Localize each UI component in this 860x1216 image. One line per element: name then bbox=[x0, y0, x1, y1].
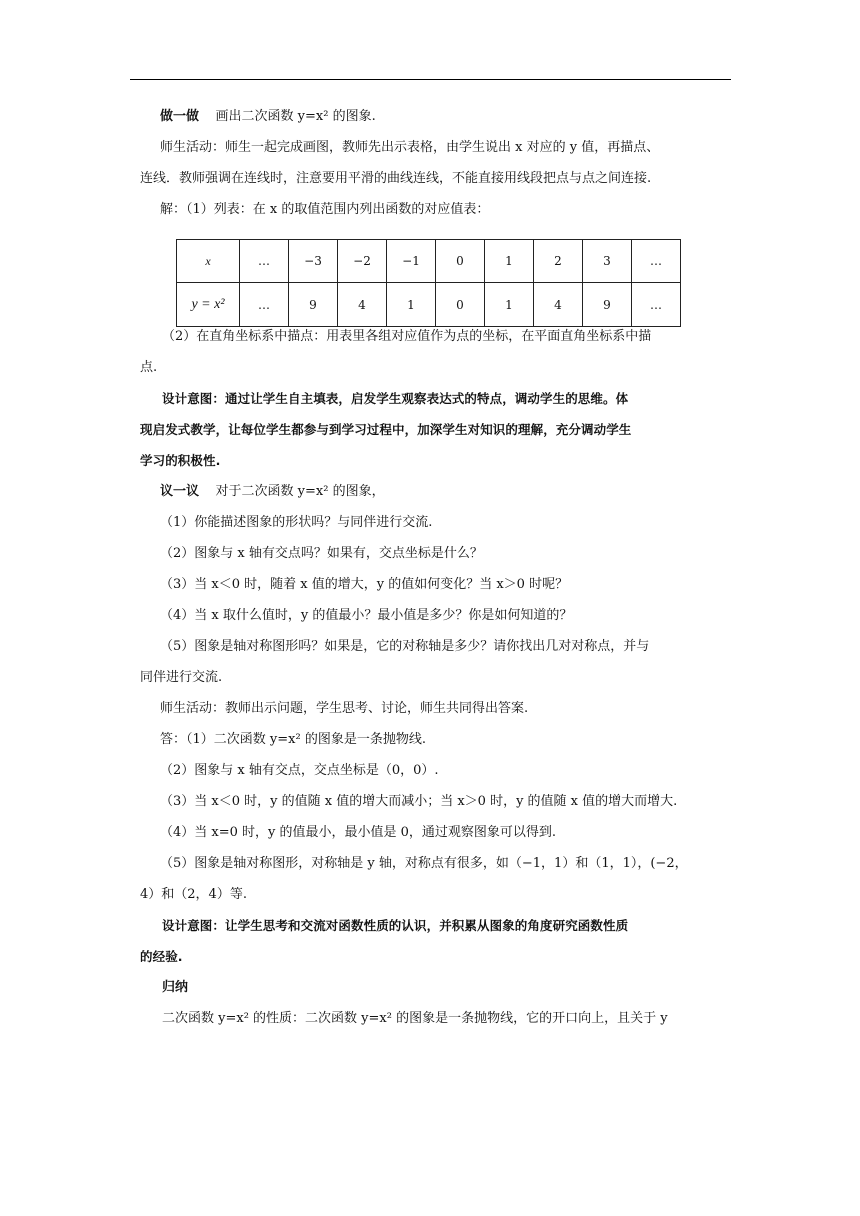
table-cell-y: 4 bbox=[338, 283, 387, 327]
summary-text: 二次函数 y=x² 的性质：二次函数 y=x² 的图象是一条抛物线，它的开口向上，且关于 y bbox=[162, 1011, 668, 1026]
table-cell-x: −2 bbox=[338, 240, 387, 283]
solution-step-2: （2）在直角坐标系中描点：用表里各组对应值作为点的坐标，在平面直角坐标系中描 bbox=[162, 329, 652, 344]
value-table bbox=[176, 239, 681, 327]
label-do-it: 做一做 bbox=[160, 109, 200, 124]
design-intent-1: 设计意图：通过让学生自主填表，启发学生观察表达式的特点，调动学生的思维。体 bbox=[162, 391, 629, 406]
answer-2: （2）图象与 x 轴有交点，交点坐标是（0，0）. bbox=[160, 763, 439, 778]
solution-step-1: 解：（1）列表：在 x 的取值范围内列出函数的对应值表： bbox=[160, 202, 490, 217]
table-cell-y: … bbox=[632, 283, 681, 327]
design-intent-1-end: 学习的积极性. bbox=[140, 453, 221, 468]
table-cell-x: … bbox=[240, 240, 289, 283]
design-intent-2: 设计意图：让学生思考和交流对函数性质的认识，并积累从图象的角度研究函数性质 bbox=[162, 918, 629, 933]
table-cell-x: 0 bbox=[436, 240, 485, 283]
table-cell-y: … bbox=[240, 283, 289, 327]
activity-do bbox=[140, 107, 734, 127]
table-header-x: x bbox=[177, 240, 240, 283]
answer-5-cont: 4）和（2，4）等. bbox=[140, 887, 247, 902]
answer-1: 答：（1）二次函数 y=x² 的图象是一条抛物线. bbox=[160, 732, 426, 747]
table-row-y bbox=[177, 283, 681, 327]
question-2: （2）图象与 x 轴有交点吗？如果有，交点坐标是什么？ bbox=[160, 546, 483, 561]
table-header-y: y = x² bbox=[177, 283, 240, 327]
table-cell-x: … bbox=[632, 240, 681, 283]
question-5: （5）图象是轴对称图形吗？如果是，它的对称轴是多少？请你找出几对对称点，并与 bbox=[160, 639, 650, 654]
label-discuss: 议一议 bbox=[160, 484, 200, 499]
answer-3: （3）当 x＜0 时，y 的值随 x 值的增大而减小；当 x＞0 时，y 的值随 x 值的增大而增大. bbox=[160, 794, 678, 809]
table-cell-y: 9 bbox=[289, 283, 338, 327]
teacher-activity-2: 师生活动：教师出示问题，学生思考、讨论，师生共同得出答案. bbox=[160, 701, 529, 716]
table-cell-x: −1 bbox=[387, 240, 436, 283]
table-cell-y: 1 bbox=[387, 283, 436, 327]
table-cell-x: −3 bbox=[289, 240, 338, 283]
table-cell-y: 9 bbox=[583, 283, 632, 327]
header-rule bbox=[130, 79, 731, 80]
question-5-cont: 同伴进行交流. bbox=[140, 670, 223, 685]
summary-heading: 归纳 bbox=[162, 980, 189, 995]
solution-step-2-cont: 点. bbox=[140, 360, 158, 375]
question-1: （1）你能描述图象的形状吗？与同伴进行交流. bbox=[160, 515, 433, 530]
table-cell-x: 2 bbox=[534, 240, 583, 283]
activity-do-text: 画出二次函数 y=x² 的图象. bbox=[215, 109, 376, 124]
activity-discuss-text: 对于二次函数 y=x² 的图象， bbox=[215, 484, 385, 499]
teacher-activity-1-cont: 连线．教师强调在连线时，注意要用平滑的曲线连线，不能直接用线段把点与点之间连接. bbox=[140, 171, 652, 186]
teacher-activity-1: 师生活动：师生一起完成画图，教师先出示表格，由学生说出 x 对应的 y 值，再描点、 bbox=[160, 140, 660, 155]
table-row-x bbox=[177, 240, 681, 283]
table-cell-y: 4 bbox=[534, 283, 583, 327]
table-cell-x: 3 bbox=[583, 240, 632, 283]
question-3: （3）当 x＜0 时，随着 x 值的增大，y 的值如何变化？当 x＞0 时呢？ bbox=[160, 577, 569, 592]
activity-discuss bbox=[140, 482, 734, 502]
table-cell-y: 0 bbox=[436, 283, 485, 327]
question-4: （4）当 x 取什么值时，y 的值最小？最小值是多少？你是如何知道的？ bbox=[160, 608, 573, 623]
table-cell-y: 1 bbox=[485, 283, 534, 327]
table-cell-x: 1 bbox=[485, 240, 534, 283]
design-intent-2-cont: 的经验. bbox=[140, 949, 183, 964]
design-intent-1-cont: 现启发式教学，让每位学生都参与到学习过程中，加深学生对知识的理解，充分调动学生 bbox=[140, 422, 632, 437]
answer-5: （5）图象是轴对称图形，对称轴是 y 轴，对称点有很多，如（−1，1）和（1，1），(−2， bbox=[160, 856, 688, 871]
answer-4: （4）当 x=0 时，y 的值最小，最小值是 0，通过观察图象可以得到. bbox=[160, 825, 557, 840]
